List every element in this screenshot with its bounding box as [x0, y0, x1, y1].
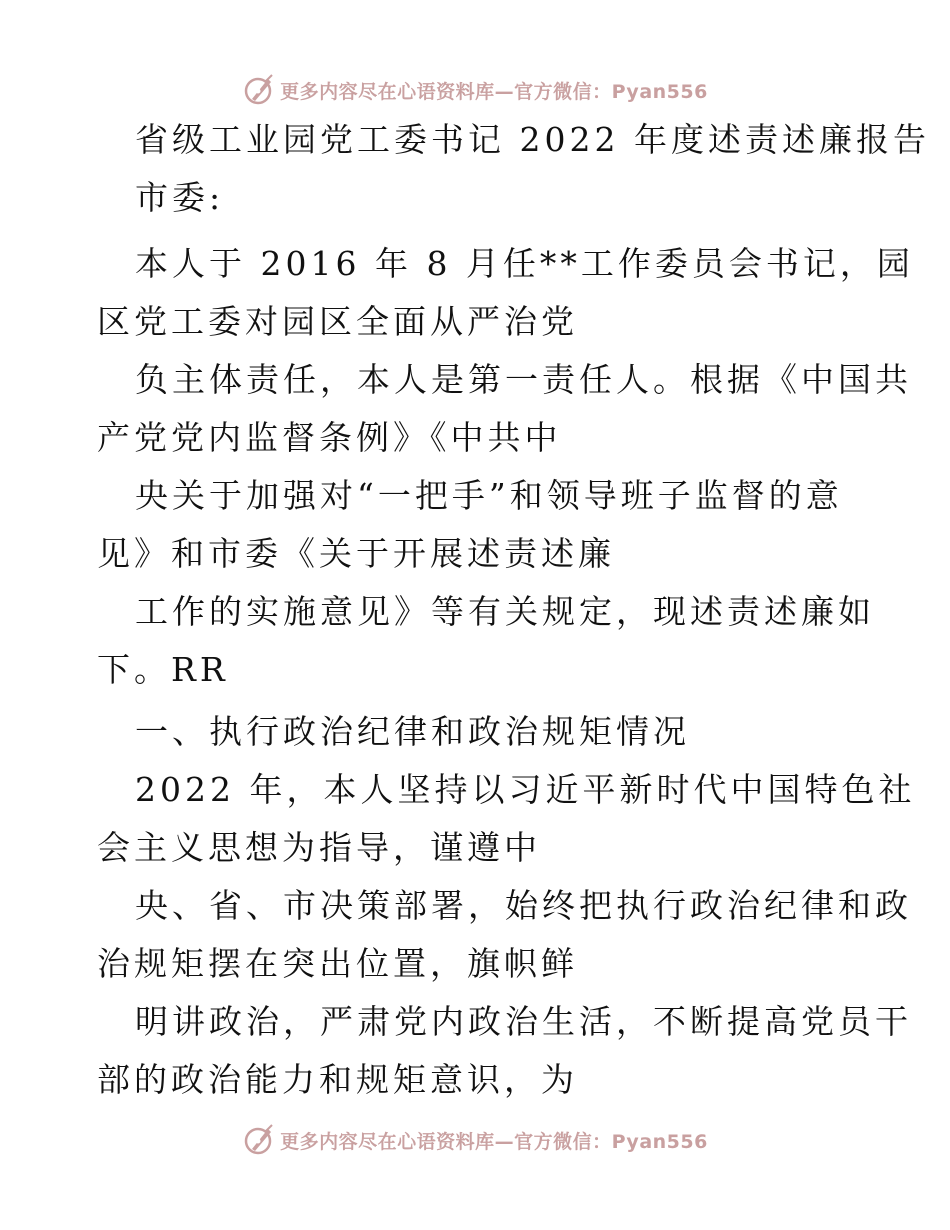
text-line: 本人于 2016 年 8 月任**工作委员会书记，园 [135, 244, 914, 283]
quill-pen-logo-icon [242, 73, 276, 107]
text-line: 见》和市委《关于开展述责述廉 [97, 534, 615, 573]
text-line: 负主体责任，本人是第一责任人。根据《中国共 [135, 360, 912, 399]
document-title: 省级工业园党工委书记 2022 年度述责述廉报告 [135, 120, 930, 159]
text-line: 明讲政治，严肃党内政治生活，不断提高党员干 [135, 1002, 912, 1041]
text-line: 央关于加强对“一把手”和领导班子监督的意 [135, 476, 843, 515]
text-line: 市委: [135, 178, 225, 217]
watermark-group [242, 1123, 708, 1157]
quill-pen-logo-icon [242, 1123, 276, 1157]
text-line: 产党党内监督条例》《中共中 [97, 418, 562, 457]
section-heading: 一、执行政治纪律和政治规矩情况 [135, 712, 690, 751]
watermark-text: 更多内容尽在心语资料库—官方微信：Pyan556 [280, 1130, 708, 1153]
watermark-banner-top [0, 70, 950, 110]
text-line: 央、省、市决策部署，始终把执行政治纪律和政 [135, 886, 912, 925]
watermark-group [242, 73, 708, 107]
text-line: 下。RR [97, 650, 229, 689]
text-line: 工作的实施意见》等有关规定，现述责述廉如 [135, 592, 875, 631]
text-line: 2022 年，本人坚持以习近平新时代中国特色社 [135, 770, 916, 809]
text-line: 部的政治能力和规矩意识，为 [97, 1060, 578, 1099]
watermark-banner-bottom [0, 1120, 950, 1160]
text-line: 治规矩摆在突出位置，旗帜鲜 [97, 944, 578, 983]
watermark-text: 更多内容尽在心语资料库—官方微信：Pyan556 [280, 80, 708, 103]
text-line: 会主义思想为指导，谨遵中 [97, 828, 541, 867]
text-line: 区党工委对园区全面从严治党 [97, 302, 578, 341]
